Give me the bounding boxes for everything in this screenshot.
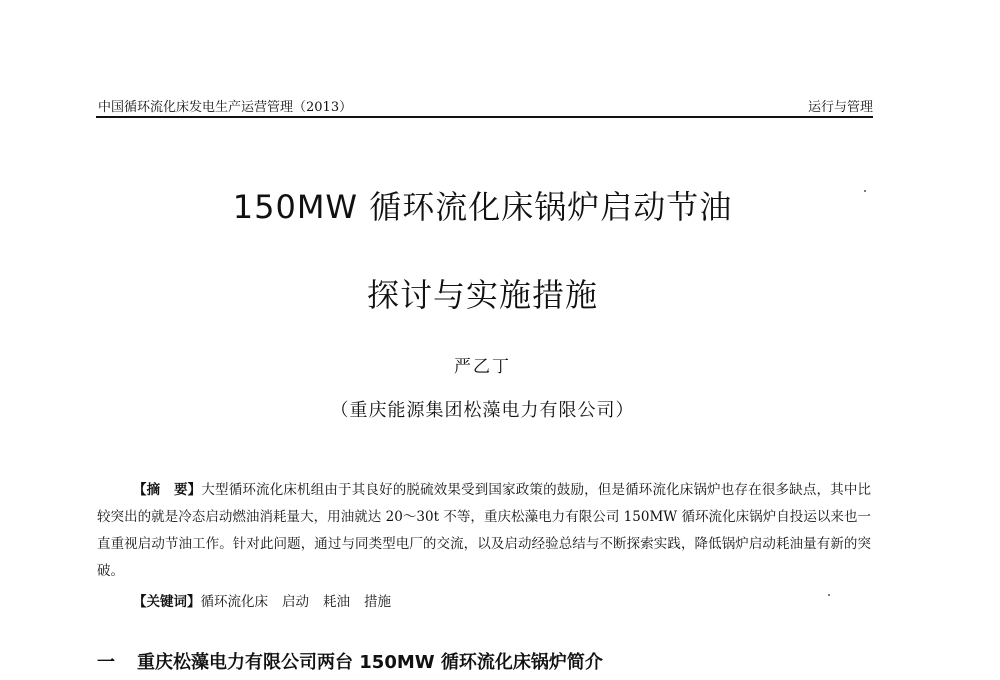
- author-name: 严乙丁: [454, 357, 511, 377]
- running-header: [96, 94, 873, 118]
- section-number: 一: [97, 652, 115, 673]
- abstract-label: 【摘 要】: [133, 482, 202, 498]
- keywords-label: 【关键词】: [133, 594, 201, 610]
- section-heading: [97, 648, 603, 674]
- running-header-section: 运行与管理: [807, 100, 873, 115]
- section-title: 重庆松藻电力有限公司两台 150MW 循环流化床锅炉简介: [137, 652, 603, 673]
- paper-title-line-1: 150MW 循环流化床锅炉启动节油: [232, 188, 733, 226]
- running-header-journal: 中国循环流化床发电生产运营管理（2013）: [98, 100, 353, 115]
- author-affiliation: （重庆能源集团松藻电力有限公司）: [330, 400, 635, 421]
- keywords: [133, 590, 405, 610]
- scan-speck: [864, 190, 866, 192]
- keyword: 启动: [282, 594, 309, 610]
- abstract-text: 大型循环流化床机组由于其良好的脱硫效果受到国家政策的鼓励，但是循环流化床锅炉也存在很多缺点，其中比较突出的就是冷态启动燃油消耗量大，用油就达 20～30t 不等，重庆松藻电力有限公司 150MW 循环流化床锅炉自投运以来也一直重视启动节油工作。针对此问题，通过与同类型电厂的交流，以及启动经验总结与不断探索实践，降低锅炉启动耗油量有新的突破。: [97, 482, 872, 579]
- abstract: [97, 477, 871, 585]
- paper-title-line-2: 探讨与实施措施: [366, 276, 598, 314]
- keyword: 循环流化床: [200, 594, 268, 610]
- scan-speck: [828, 594, 830, 596]
- keyword: 措施: [364, 594, 391, 610]
- keyword: 耗油: [323, 594, 350, 610]
